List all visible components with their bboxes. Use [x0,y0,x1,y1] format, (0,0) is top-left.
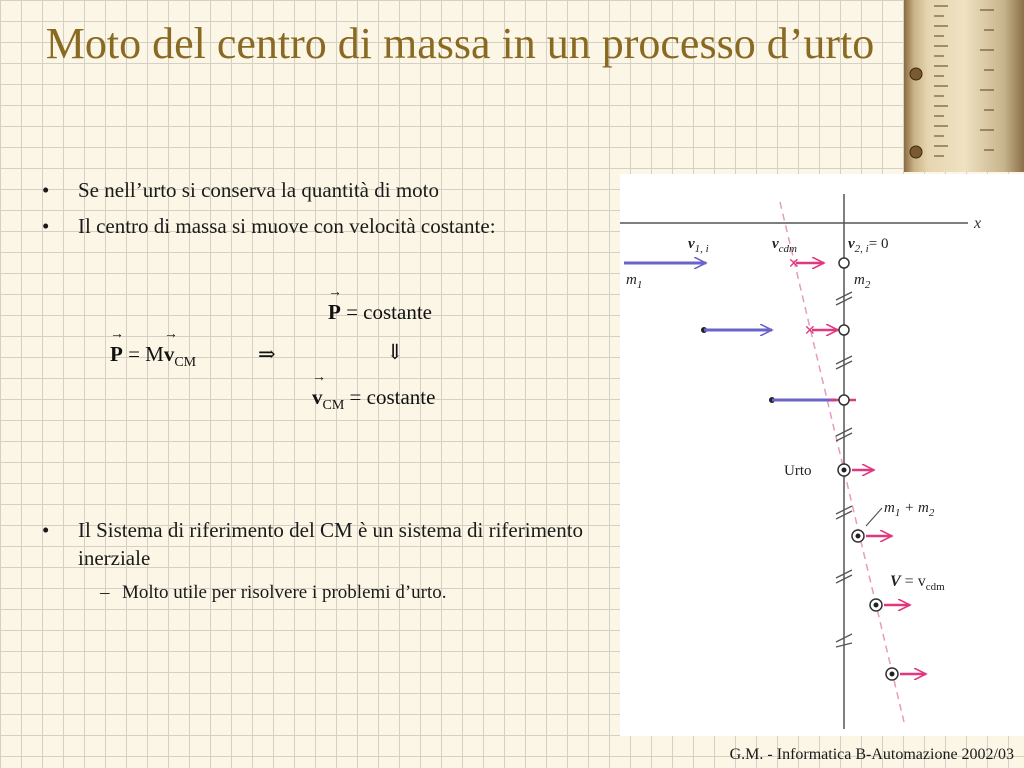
bullet-list [38,176,608,248]
label-m2: $m_2$ [854,272,871,291]
merged-mass-core [890,672,895,677]
merged-mass-core [842,468,847,473]
sub-bullet-marker: – [100,582,110,603]
collision-diagram-svg [620,174,1024,736]
mass-m2 [839,258,849,268]
sub-bullet-item [38,580,608,606]
label-v2i: $v_{2, i}= 0$ [848,236,889,255]
vector-v: → v [312,385,323,410]
subscript-cm: CM [322,398,345,413]
bullet-marker: • [42,178,50,202]
vector-v: → v [164,342,175,367]
bullet-item [38,516,608,572]
label-m1: $m_1$ [626,272,643,291]
equation-vcm-constant [312,385,436,413]
label-urto: Urto [784,463,812,479]
bullet-item [38,176,608,204]
label-v1i: $v_{1, i}$ [688,236,709,255]
cm-marker: ✕ [788,257,800,272]
subscript-cm: CM [174,355,197,370]
equation-rhs: = costante [349,385,436,409]
slide-title: Moto del centro di massa in un processo d’urto [45,19,875,68]
down-implies-arrow: ⇓ [386,340,404,364]
mass-m2 [839,325,849,335]
bullet-list-2 [38,516,608,606]
label-V-eq-vcdm: $V = v_{cdm}$ [890,573,945,593]
equation-rhs: = costante [346,300,432,324]
label-vcdm: $v_{cdm}$ [772,236,797,255]
vector-p: → P [110,342,123,367]
ruler-decoration [904,0,1024,172]
ruler-graphic [904,0,1024,172]
cm-trajectory [780,202,904,722]
merged-mass-core [856,534,861,539]
equation-p-constant [328,300,432,325]
merged-mass-core [874,603,879,608]
bullet-text: Se nell’urto si conserva la quantità di moto [78,178,439,202]
vector-p: → P [328,300,341,325]
equation-mid: = M [128,342,164,366]
mass-m2 [839,395,849,405]
label-m1-plus-m2: $m_1 + m_2$ [884,500,935,519]
bullet-marker: • [42,518,50,542]
bullet-marker: • [42,214,50,238]
leader-line [866,508,882,526]
bullet-text: Il Sistema di riferimento del CM è un sistema di riferimento inerziale [78,518,584,570]
equation-p-mv [110,342,197,370]
collision-diagram [620,174,1024,736]
implies-arrow: ⇒ [258,342,276,366]
x-axis-label: x [974,215,982,232]
slide-footer: G.M. - Informatica B-Automazione 2002/03 [729,746,1014,763]
bullet-text: Il centro di massa si muove con velocità costante: [78,214,496,238]
cm-marker: ✕ [804,324,816,339]
bullet-item [38,212,608,240]
sub-bullet-text: Molto utile per risolvere i problemi d’urto. [122,582,447,603]
